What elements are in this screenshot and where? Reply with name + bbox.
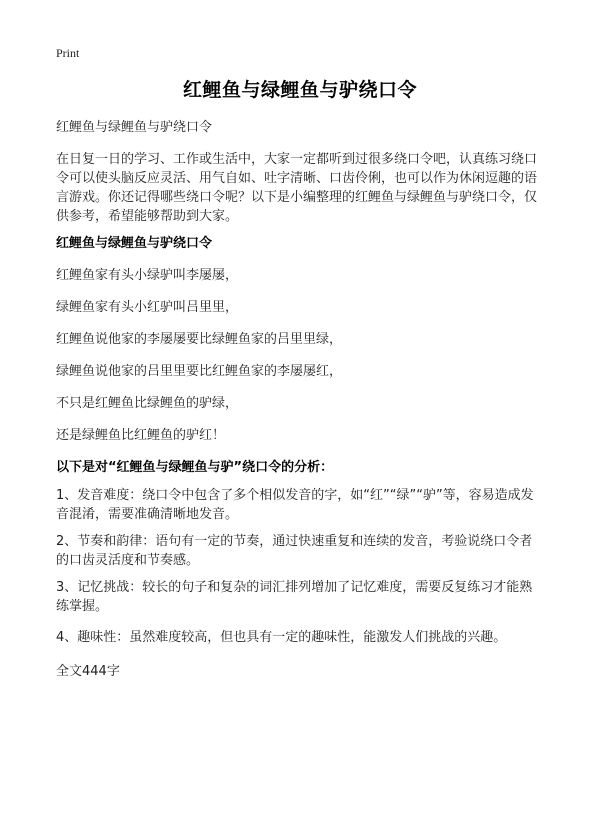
poem-line: 绿鲤鱼家有头小红驴叫吕里里， [56, 300, 239, 315]
poem-line: 绿鲤鱼说他家的吕里里要比红鲤鱼家的李屡屡红， [56, 364, 343, 379]
section-heading: 红鲤鱼与绿鲤鱼与驴绕口令 [56, 236, 213, 251]
analysis-heading: 以下是对“红鲤鱼与绿鲤鱼与驴”绕口令的分析： [56, 460, 334, 475]
poem-line: 红鲤鱼说他家的李屡屡要比绿鲤鱼家的吕里里绿， [56, 332, 343, 347]
analysis-item: 3、记忆挑战：较长的句子和复杂的词汇排列增加了记忆难度，需要反复练习才能熟练掌握。 [56, 580, 533, 614]
poem-line: 红鲤鱼家有头小绿驴叫李屡屡， [56, 268, 239, 283]
analysis-item: 1、发音难度：绕口令中包含了多个相似发音的字，如“红”“绿”“驴”等，容易造成发音混淆，需要准确清晰地发音。 [56, 488, 534, 522]
page-title: 红鲤鱼与绿鲤鱼与驴绕口令 [182, 79, 417, 101]
poem-line: 还是绿鲤鱼比红鲤鱼的驴红！ [56, 428, 226, 443]
print-link[interactable]: Print [56, 46, 80, 60]
analysis-item: 2、节奏和韵律：语句有一定的节奏，通过快速重复和连续的发音，考验说绕口令者的口齿灵活度和节奏感。 [56, 534, 533, 568]
poem-line: 不只是红鲤鱼比绿鲤鱼的驴绿， [56, 396, 239, 411]
analysis-item: 4、趣味性：虽然难度较高，但也具有一定的趣味性，能激发人们挑战的兴趣。 [56, 630, 507, 645]
intro-paragraph: 在日复一日的学习、工作或生活中，大家一定都听到过很多绕口令吧，认真练习绕口令可以使头脑反应灵活、用气自如、吐字清晰、口齿伶俐，也可以作为休闲逗趣的语言游戏。你还记得哪些绕口令呢？以下是小编整理的红鲤鱼与绿鲤鱼与驴绕口令，仅供参考，希望能够帮助到大家。 [56, 152, 538, 224]
word-count: 全文444字 [56, 664, 120, 679]
document-subtitle: 红鲤鱼与绿鲤鱼与驴绕口令 [56, 120, 213, 135]
